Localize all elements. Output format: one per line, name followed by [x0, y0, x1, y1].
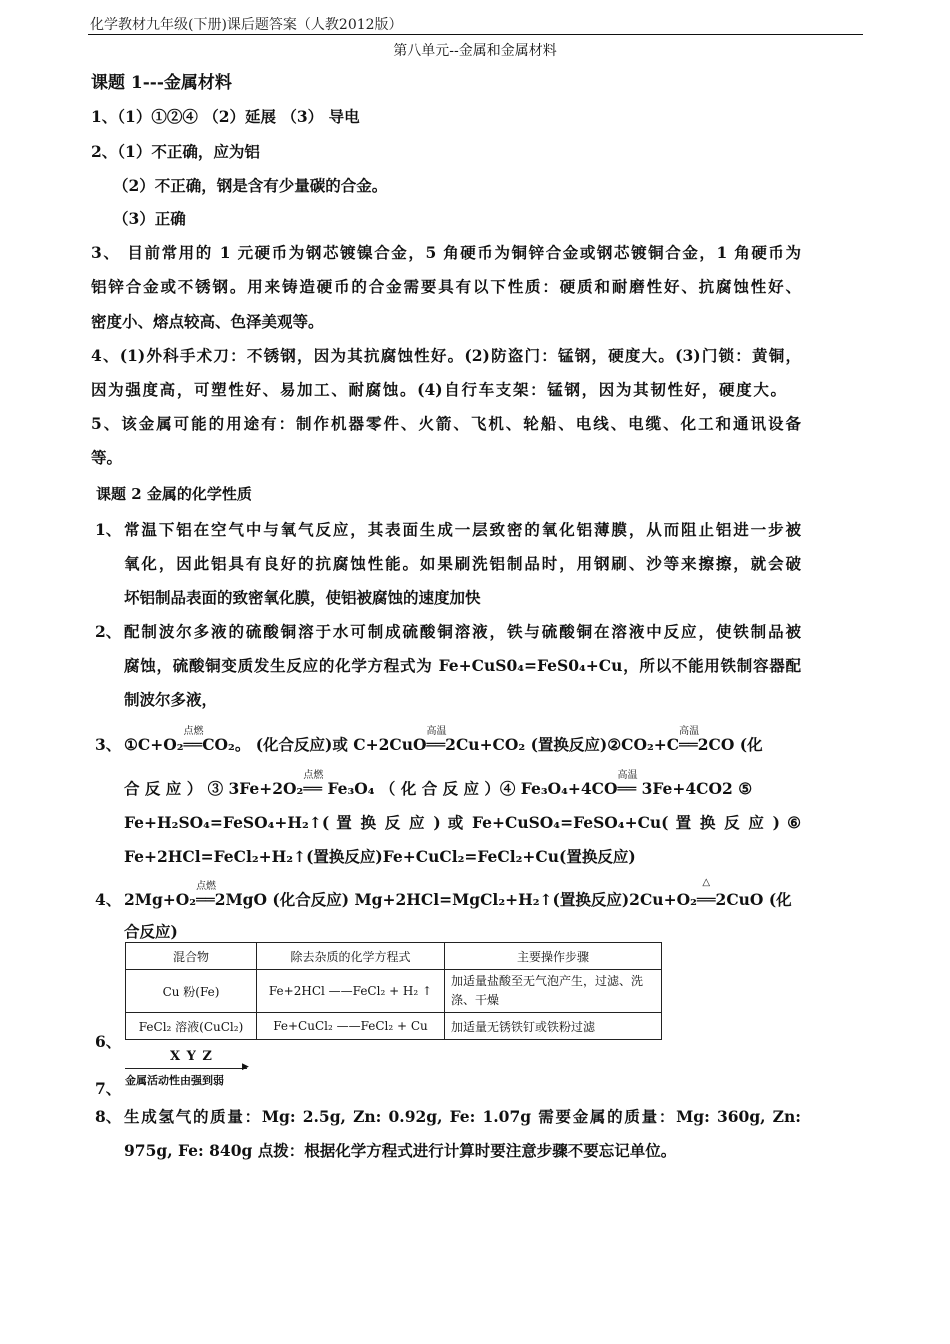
activity-arrow-line: [125, 1068, 247, 1069]
table-cell: FeCl₂ 溶液(CuCl₂): [126, 1013, 257, 1040]
q8-line: 生成氢气的质量：Mg: 2.5g, Zn: 0.92g, Fe: 1.07g 需要金属的质量：Mg: 360g, Zn:: [124, 1107, 801, 1126]
q7-number: 7、: [95, 1079, 122, 1098]
q4-number: 4、: [95, 890, 122, 909]
lesson2-title: 课题 2 金属的化学性质: [96, 485, 252, 503]
document-header: 化学教材九年级(下册)课后题答案（人教2012版）: [90, 17, 403, 33]
q3-eq-part: 合 反 应 ） ③ 3Fe+2O₂: [124, 779, 304, 798]
condition-label: 高温: [617, 770, 638, 781]
lesson1-title: 课题 1---金属材料: [91, 73, 232, 93]
q3-eq-part: Fe₃O₄ （ 化 合 反 应 ）④ Fe₃O₄+4CO: [327, 779, 618, 798]
lesson1-line: 2、（1）不正确，应为铝: [91, 142, 260, 161]
lesson1-line: 3、 目前常用的 1 元硬币为钢芯镀镍合金，5 角硬币为铜锌合金或钢芯镀铜合金，1 角硬币为: [91, 243, 801, 262]
condition-label: 点燃: [183, 726, 204, 737]
table-header-row: [126, 943, 662, 970]
table-cell: 加适量盐酸至无气泡产生，过滤、洗涤、干燥: [445, 970, 662, 1013]
q3-line4: Fe+2HCl=FeCl₂+H₂↑(置换反应)Fe+CuCl₂=FeCl₂+Cu(置换反应): [124, 847, 636, 866]
q3-eq-part: 2Cu+CO₂ (置换反应)②CO₂+C: [445, 735, 680, 754]
q1-line: 坏铝制品表面的致密氧化膜，使铝被腐蚀的速度加快: [124, 588, 481, 607]
reaction-arrow: △ ══: [696, 877, 716, 909]
reaction-arrow: 高温 ══: [427, 735, 446, 754]
lesson1-line: 等。: [91, 448, 123, 467]
lesson1-line: 5、该金属可能的用途有：制作机器零件、火箭、飞机、轮船、电线、电缆、化工和通讯设备: [91, 414, 801, 433]
table-cell: Fe+CuCl₂ ——FeCl₂ + Cu: [257, 1013, 445, 1040]
table-cell: 加适量无锈铁钉或铁粉过滤: [445, 1013, 662, 1040]
unit-title: 第八单元--金属和金属材料: [393, 43, 557, 59]
lesson1-line: 因为强度高，可塑性好、易加工、耐腐蚀。(4)自行车支架：锰钢，因为其韧性好，硬度大。: [91, 380, 786, 399]
lesson1-line: 密度小、熔点较高、色泽美观等。: [91, 312, 324, 331]
q3-eq-part: ①C+O₂: [124, 735, 184, 754]
arrow-head-icon: ▶: [242, 1062, 249, 1072]
impurity-removal-table: [125, 942, 662, 1040]
lesson1-line: 4、(1)外科手术刀：不锈钢，因为其抗腐蚀性好。(2)防盗门：锰钢，硬度大。(3)门锁：黄铜，: [91, 346, 801, 365]
q4-eq-part: 2MgO (化合反应) Mg+2HCl=MgCl₂+H₂↑(置换反应)2Cu+O₂: [214, 890, 697, 909]
table-header-cell: 主要操作步骤: [445, 943, 662, 970]
q4-eq-part: 2CuO (化: [715, 890, 792, 909]
q4-eq-part: 2Mg+O₂: [124, 890, 197, 909]
table-header-cell: 除去杂质的化学方程式: [257, 943, 445, 970]
activity-series-letters: X Y Z: [170, 1049, 213, 1064]
lesson1-line: （2）不正确，钢是含有少量碳的合金。: [113, 176, 388, 195]
q2-number: 2、: [95, 622, 122, 641]
activity-series-caption: 金属活动性由强到弱: [125, 1074, 224, 1087]
q8-line: 975g, Fe: 840g 点拨：根据化学方程式进行计算时要注意步骤不要忘记单位。: [124, 1141, 677, 1160]
q2-line: 制波尔多液，: [124, 690, 218, 709]
q3-eq-part: 3Fe+4CO2 ⑤: [641, 779, 753, 798]
q1-number: 1、: [95, 520, 122, 539]
q2-line: 腐蚀，硫酸铜变质发生反应的化学方程式为 Fe+CuS0₄=FeS0₄+Cu，所以不能用铁制容器配: [124, 656, 801, 675]
reaction-arrow: 高温 ══: [679, 735, 698, 754]
reaction-arrow: 点燃 ══: [303, 779, 322, 798]
q1-line: 氧化，因此铝具有良好的抗腐蚀性能。如果刷洗铝制品时，用钢刷、沙等来擦擦，就会破: [124, 554, 801, 573]
q4-line1: [124, 877, 792, 910]
table-row: [126, 1013, 662, 1040]
reaction-arrow: 点燃 ══: [184, 735, 203, 754]
q1-line: 常温下铝在空气中与氧气反应，其表面生成一层致密的氧化铝薄膜，从而阻止铝进一步被: [124, 520, 801, 539]
table-cell: Fe+2HCl ——FeCl₂ + H₂ ↑: [257, 970, 445, 1013]
condition-label: 点燃: [303, 770, 324, 781]
table-header-cell: 混合物: [126, 943, 257, 970]
q6-number: 6、: [95, 1032, 122, 1051]
table-row: [126, 970, 662, 1013]
condition-label: 高温: [679, 726, 700, 737]
reaction-arrow: 点燃 ══: [196, 890, 215, 909]
q3-line2: [124, 770, 753, 799]
table-cell: Cu 粉(Fe): [126, 970, 257, 1013]
q2-line: 配制波尔多液的硫酸铜溶于水可制成硫酸铜溶液，铁与硫酸铜在溶液中反应，使铁制品被: [124, 622, 801, 641]
q4-line2: 合反应): [124, 922, 178, 941]
q3-line1: [124, 726, 763, 755]
q3-number: 3、: [95, 735, 122, 754]
q3-eq-part: CO₂。 (化合反应)或 C+2CuO: [202, 735, 427, 754]
reaction-arrow: 高温 ══: [618, 779, 637, 798]
lesson1-line: 1、（1）①②④ （2）延展 （3） 导电: [91, 107, 360, 126]
q8-number: 8、: [95, 1107, 122, 1126]
condition-label: 高温: [426, 726, 447, 737]
lesson1-line: （3）正确: [113, 209, 186, 228]
lesson1-line: 铝锌合金或不锈钢。用来铸造硬币的合金需要具有以下性质：硬质和耐磨性好、抗腐蚀性好、: [91, 277, 801, 296]
header-rule: [88, 34, 863, 35]
q3-eq-part: 2CO (化: [697, 735, 763, 754]
condition-label: △: [702, 877, 711, 888]
q3-line3: Fe+H₂SO₄=FeSO₄+H₂↑( 置 换 反 应 ) 或 Fe+CuSO₄=FeSO₄+Cu( 置 换 反 应 ) ⑥: [124, 813, 801, 832]
condition-label: 点燃: [196, 881, 217, 892]
activity-series-figure: [125, 1049, 255, 1089]
